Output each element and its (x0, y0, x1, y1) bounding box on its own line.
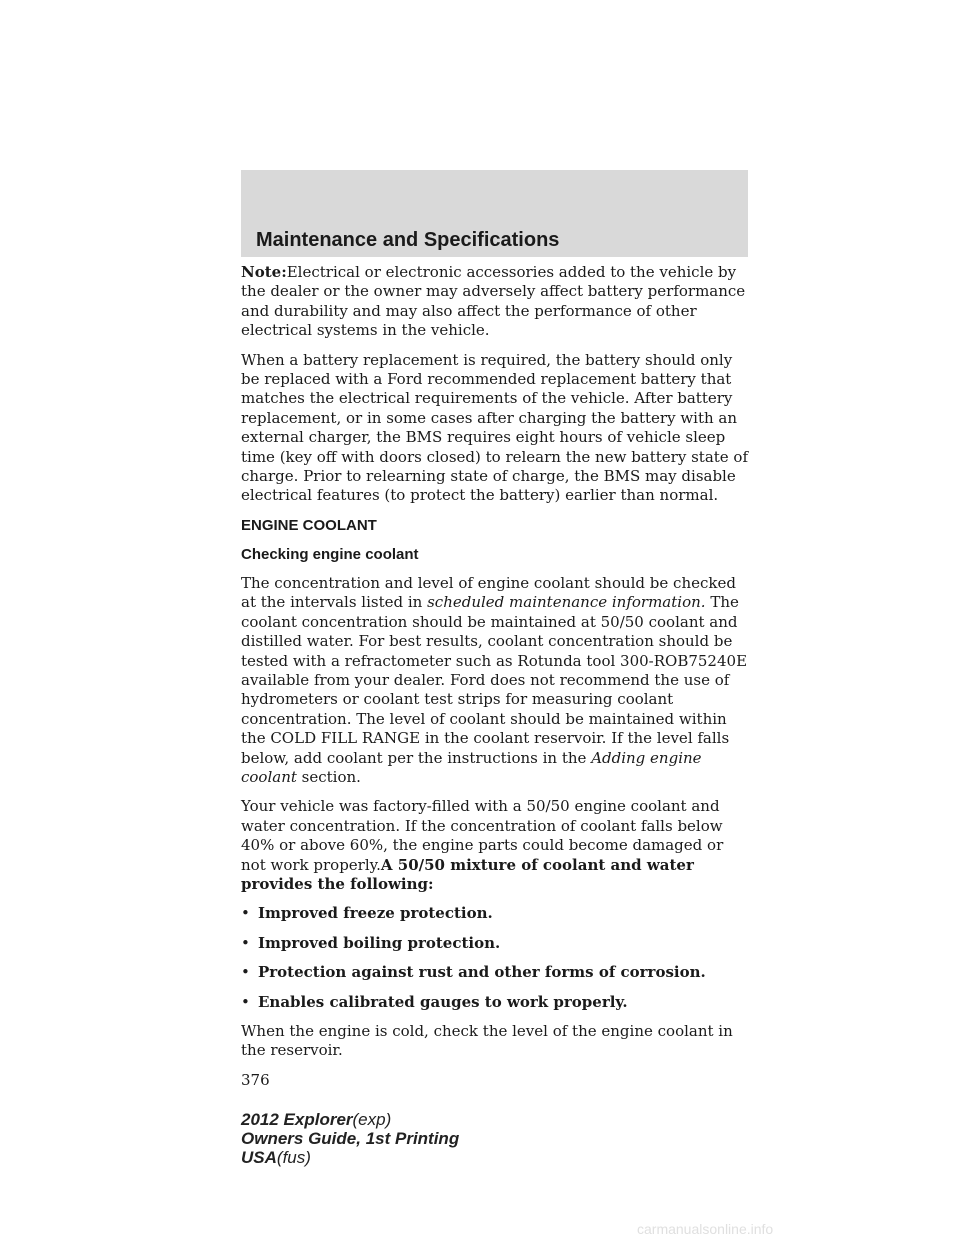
list-item: • Improved freeze protection. (241, 904, 493, 923)
check-level-paragraph: When the engine is cold, check the level of the engine coolant in the reservoir. (241, 1022, 733, 1060)
coolant-text-3: section. (296, 767, 361, 786)
list-item: • Enables calibrated gauges to work properly. (241, 992, 628, 1011)
bullet-icon: • (241, 933, 250, 952)
section-title: Maintenance and Specifications (256, 229, 560, 251)
page-number: 376 (241, 1070, 270, 1089)
note-text: Electrical or electronic accessories added to the vehicle by the dealer or the owner may adversely affect battery performance and durability and may also affect the performance of other electrical systems in the vehicle. (241, 263, 746, 340)
section-heading: ENGINE COOLANT (241, 516, 377, 534)
benefits-list (241, 904, 751, 1012)
factory-fill-paragraph (241, 797, 751, 894)
factory-fill-text: Your vehicle was factory-filled with a 50/50 engine coolant and water concentration. If the concentration of coolant falls below 40% or above 60%, the engine parts could become damaged or not work properly. (241, 797, 724, 874)
footer-line-2: Owners Guide, 1st Printing (241, 1129, 460, 1148)
print-footer (241, 1110, 459, 1167)
coolant-text-1: The concentration and level of engine coolant should be checked at the intervals listed in (241, 573, 736, 612)
site-watermark: carmanualsonline.info (637, 1221, 774, 1237)
battery-replacement-paragraph: When a battery replacement is required, the battery should only be replaced with a Ford recommended replacement battery that matches the electrical requirements of the vehicle. After battery replacement, or in some cases after charging the battery with an external charger, the BMS requires eight hours of vehicle sleep time (key off with doors closed) to relearn the new battery state of charge. Prior to relearning state of charge, the BMS may disable electrical features (to protect the battery) earlier than normal. (241, 350, 749, 505)
adding-coolant-reference: Adding engine coolant (241, 748, 702, 786)
bullet-icon: • (241, 992, 250, 1011)
section-header-band (241, 170, 748, 257)
coolant-paragraph (241, 574, 751, 787)
bullet-icon: • (241, 904, 250, 923)
list-item: • Protection against rust and other forms of corrosion. (241, 963, 706, 982)
subsection-heading: Checking engine coolant (241, 545, 419, 563)
list-item: • Improved boiling protection. (241, 933, 501, 952)
page-content (241, 263, 751, 1100)
coolant-text-2: The coolant concentration should be maintained at 50/50 coolant and distilled water. For best results, coolant concentration should be tested with a refractometer such as Rotunda tool 300-ROB75240E available from your dealer. Ford does not recommend the use of hydrometers or coolant test strips for measuring coolant concentration. The level of coolant should be maintained within the COLD FILL RANGE in the coolant reservoir. If the level falls below, add coolant per the instructions in the (241, 593, 748, 767)
note-label: Note: (241, 263, 287, 281)
maintenance-reference: scheduled maintenance information. (427, 593, 706, 612)
bullet-icon: • (241, 963, 250, 982)
footer-line-3: USA(fus) (241, 1148, 311, 1167)
footer-line-1: 2012 Explorer(exp) (241, 1110, 392, 1129)
mixture-benefits-intro: A 50/50 mixture of coolant and water provides the following: (241, 855, 694, 893)
note-paragraph (241, 263, 751, 341)
